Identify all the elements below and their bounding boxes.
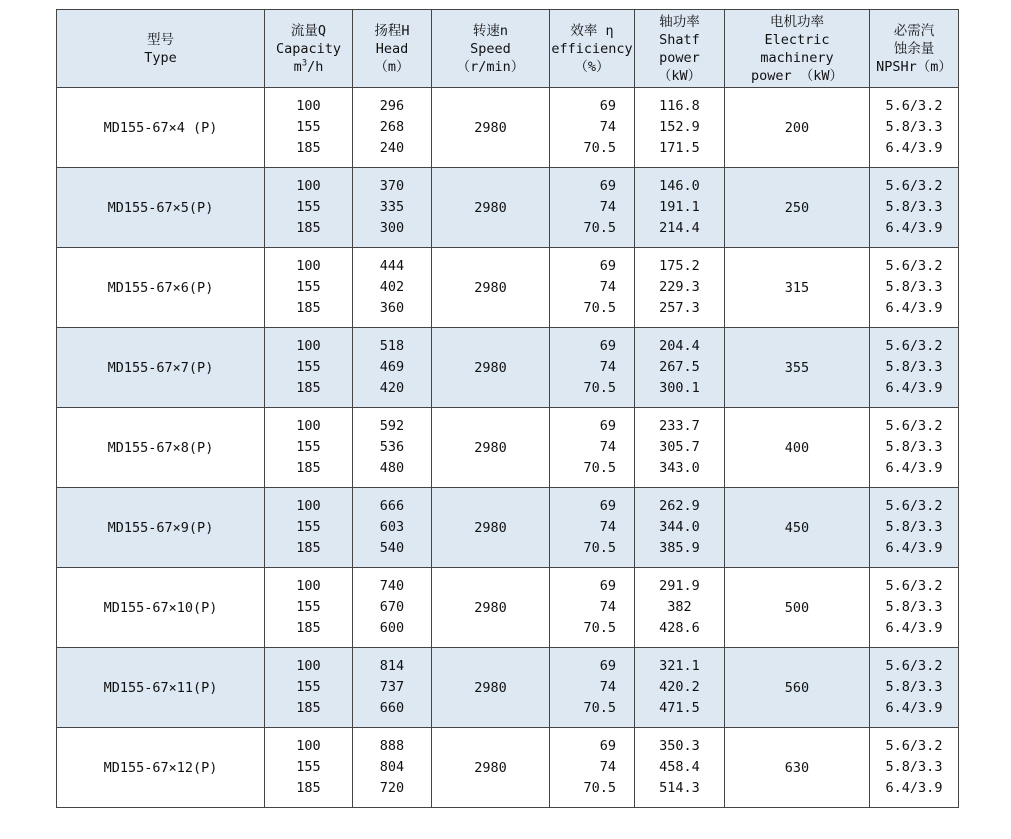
model-cell: MD155-67×4 (P) — [57, 88, 265, 168]
shaft-power-cell-value: 204.4 — [659, 338, 700, 354]
npsh-cell-value: 6.4/3.9 — [885, 380, 943, 396]
head-cell-value: 540 — [379, 540, 405, 556]
head-cell — [353, 488, 432, 568]
npsh-cell-value: 5.8/3.3 — [885, 679, 943, 695]
efficiency-cell-value: 69 — [599, 258, 616, 274]
pump-spec-table — [56, 9, 959, 808]
efficiency-cell-value: 69 — [599, 738, 616, 754]
capacity-cell — [265, 568, 353, 648]
motor-power-cell: 250 — [725, 168, 870, 248]
capacity-cell — [265, 328, 353, 408]
capacity-cell-value: 100 — [296, 418, 321, 434]
head-cell-value: 335 — [379, 199, 405, 215]
capacity-cell-value: 185 — [296, 300, 321, 316]
header-efficiency-zh: 效率 η — [570, 22, 614, 39]
header-capacity-unit: $m^3/h$ — [293, 58, 324, 75]
efficiency-cell-value: 74 — [599, 199, 616, 215]
capacity-cell-value: 155 — [296, 279, 321, 295]
capacity-cell-value: 155 — [296, 119, 321, 135]
motor-power-cell: 355 — [725, 328, 870, 408]
speed-cell: 2980 — [432, 408, 550, 488]
model-cell: MD155-67×8(P) — [57, 408, 265, 488]
model-cell: MD155-67×9(P) — [57, 488, 265, 568]
shaft-power-cell-value: 116.8 — [659, 98, 700, 114]
efficiency-cell-value: 74 — [599, 119, 616, 135]
capacity-cell-value: 100 — [296, 738, 321, 754]
npsh-cell-value: 5.6/3.2 — [885, 578, 943, 594]
header-shaft-power-unit: （kW） — [657, 67, 702, 84]
capacity-cell-value: 100 — [296, 258, 321, 274]
table-row — [57, 488, 959, 568]
npsh-cell-value: 6.4/3.9 — [885, 620, 943, 636]
shaft-power-cell — [635, 488, 725, 568]
motor-power-cell: 450 — [725, 488, 870, 568]
head-cell-value: 444 — [379, 258, 405, 274]
table-row — [57, 248, 959, 328]
motor-power-cell: 200 — [725, 88, 870, 168]
efficiency-cell-value: 74 — [599, 519, 616, 535]
header-capacity — [265, 10, 353, 88]
head-cell-value: 469 — [379, 359, 405, 375]
table-row — [57, 408, 959, 488]
motor-power-cell: 315 — [725, 248, 870, 328]
head-cell-value: 268 — [379, 119, 405, 135]
capacity-cell-value: 100 — [296, 178, 321, 194]
speed-cell: 2980 — [432, 488, 550, 568]
capacity-cell-value: 185 — [296, 460, 321, 476]
head-cell-value: 370 — [379, 178, 405, 194]
head-cell-value: 402 — [379, 279, 405, 295]
shaft-power-cell-value: 191.1 — [659, 199, 700, 215]
header-efficiency-unit: （%） — [574, 58, 610, 75]
shaft-power-cell-value: 152.9 — [659, 119, 700, 135]
efficiency-cell-value: 69 — [599, 578, 616, 594]
npsh-cell-value: 5.8/3.3 — [885, 279, 943, 295]
npsh-cell — [870, 408, 959, 488]
header-shaft-power-zh: 轴功率 — [659, 13, 700, 30]
shaft-power-cell-value: 291.9 — [659, 578, 700, 594]
efficiency-cell — [550, 568, 635, 648]
efficiency-cell-value: 70.5 — [583, 700, 616, 716]
model-cell: MD155-67×11(P) — [57, 648, 265, 728]
efficiency-cell-value: 69 — [599, 418, 616, 434]
capacity-cell-value: 100 — [296, 658, 321, 674]
model-cell: MD155-67×7(P) — [57, 328, 265, 408]
npsh-cell — [870, 248, 959, 328]
model-cell: MD155-67×10(P) — [57, 568, 265, 648]
shaft-power-cell-value: 514.3 — [659, 780, 700, 796]
shaft-power-cell-value: 343.0 — [659, 460, 700, 476]
model-cell: MD155-67×12(P) — [57, 728, 265, 808]
capacity-cell-value: 185 — [296, 700, 321, 716]
header-npsh — [870, 10, 959, 88]
efficiency-cell-value: 74 — [599, 359, 616, 375]
head-cell — [353, 648, 432, 728]
head-cell — [353, 248, 432, 328]
shaft-power-cell-value: 305.7 — [659, 439, 700, 455]
header-motor-power-en: Electric machinery — [760, 31, 834, 66]
efficiency-cell-value: 70.5 — [583, 300, 616, 316]
shaft-power-cell-value: 385.9 — [659, 540, 700, 556]
npsh-cell-value: 6.4/3.9 — [885, 780, 943, 796]
efficiency-cell-value: 74 — [599, 439, 616, 455]
efficiency-cell-value: 70.5 — [583, 140, 616, 156]
header-npsh-en: NPSHr（m） — [876, 58, 952, 75]
efficiency-cell-value: 74 — [599, 759, 616, 775]
header-head-en: Head — [375, 40, 409, 57]
header-head-unit: （m） — [374, 58, 410, 75]
head-cell — [353, 88, 432, 168]
header-type-zh: 型号 — [147, 31, 174, 48]
npsh-cell-value: 6.4/3.9 — [885, 540, 943, 556]
head-cell — [353, 728, 432, 808]
npsh-cell-value: 5.6/3.2 — [885, 258, 943, 274]
npsh-cell-value: 5.8/3.3 — [885, 119, 943, 135]
motor-power-cell: 500 — [725, 568, 870, 648]
shaft-power-cell-value: 267.5 — [659, 359, 700, 375]
capacity-cell-value: 185 — [296, 140, 321, 156]
npsh-cell — [870, 88, 959, 168]
shaft-power-cell-value: 382 — [667, 599, 692, 615]
npsh-cell-value: 6.4/3.9 — [885, 460, 943, 476]
shaft-power-cell-value: 321.1 — [659, 658, 700, 674]
npsh-cell-value: 6.4/3.9 — [885, 700, 943, 716]
shaft-power-cell — [635, 648, 725, 728]
capacity-cell-value: 185 — [296, 380, 321, 396]
shaft-power-cell-value: 458.4 — [659, 759, 700, 775]
table-row — [57, 728, 959, 808]
head-cell — [353, 328, 432, 408]
npsh-cell-value: 5.8/3.3 — [885, 199, 943, 215]
head-cell-value: 888 — [379, 738, 405, 754]
header-efficiency-en: efficiency — [551, 40, 633, 57]
header-head-zh: 扬程H — [374, 22, 410, 39]
header-capacity-en: Capacity — [275, 40, 342, 57]
speed-cell: 2980 — [432, 168, 550, 248]
npsh-cell — [870, 568, 959, 648]
speed-cell: 2980 — [432, 648, 550, 728]
header-motor-power-unit: power （kW） — [750, 67, 844, 84]
shaft-power-cell-value: 233.7 — [659, 418, 700, 434]
npsh-cell — [870, 648, 959, 728]
capacity-cell-value: 155 — [296, 439, 321, 455]
capacity-cell-value: 155 — [296, 519, 321, 535]
header-shaft-power — [635, 10, 725, 88]
efficiency-cell — [550, 88, 635, 168]
head-cell-value: 360 — [379, 300, 405, 316]
capacity-cell — [265, 728, 353, 808]
head-cell-value: 740 — [379, 578, 405, 594]
npsh-cell-value: 5.8/3.3 — [885, 439, 943, 455]
header-speed-en: Speed — [470, 40, 511, 57]
shaft-power-cell-value: 300.1 — [659, 380, 700, 396]
head-cell-value: 666 — [379, 498, 405, 514]
capacity-cell-value: 155 — [296, 359, 321, 375]
efficiency-cell-value: 69 — [599, 658, 616, 674]
table-row — [57, 88, 959, 168]
header-npsh-zh2: 蚀余量 — [893, 40, 935, 57]
head-cell-value: 720 — [379, 780, 405, 796]
head-cell-value: 296 — [379, 98, 405, 114]
efficiency-cell — [550, 168, 635, 248]
header-type-en: Type — [144, 49, 177, 66]
header-motor-power — [725, 10, 870, 88]
head-cell — [353, 568, 432, 648]
npsh-cell-value: 5.6/3.2 — [885, 738, 943, 754]
shaft-power-cell-value: 420.2 — [659, 679, 700, 695]
head-cell — [353, 168, 432, 248]
head-cell-value: 804 — [379, 759, 405, 775]
npsh-cell-value: 5.8/3.3 — [885, 359, 943, 375]
head-cell-value: 814 — [379, 658, 405, 674]
header-speed — [432, 10, 550, 88]
table-row — [57, 568, 959, 648]
shaft-power-cell — [635, 568, 725, 648]
speed-cell: 2980 — [432, 248, 550, 328]
npsh-cell-value: 6.4/3.9 — [885, 140, 943, 156]
head-cell-value: 420 — [379, 380, 405, 396]
efficiency-cell-value: 70.5 — [583, 220, 616, 236]
capacity-cell-value: 155 — [296, 599, 321, 615]
capacity-cell — [265, 168, 353, 248]
header-capacity-zh: 流量Q — [290, 22, 327, 39]
model-cell: MD155-67×5(P) — [57, 168, 265, 248]
capacity-cell-value: 185 — [296, 540, 321, 556]
capacity-cell-value: 100 — [296, 578, 321, 594]
npsh-cell — [870, 728, 959, 808]
capacity-cell — [265, 488, 353, 568]
head-cell-value: 536 — [379, 439, 405, 455]
head-cell-value: 240 — [379, 140, 405, 156]
head-cell-value: 603 — [379, 519, 405, 535]
shaft-power-cell-value: 262.9 — [659, 498, 700, 514]
efficiency-cell — [550, 488, 635, 568]
shaft-power-cell — [635, 88, 725, 168]
header-npsh-zh1: 必需汽 — [893, 22, 935, 39]
efficiency-cell-value: 70.5 — [583, 460, 616, 476]
npsh-cell — [870, 328, 959, 408]
efficiency-cell-value: 70.5 — [583, 380, 616, 396]
efficiency-cell-value: 74 — [599, 679, 616, 695]
header-motor-power-zh: 电机功率 — [770, 13, 824, 30]
efficiency-cell-value: 69 — [599, 338, 616, 354]
efficiency-cell — [550, 248, 635, 328]
capacity-cell — [265, 248, 353, 328]
speed-cell: 2980 — [432, 328, 550, 408]
shaft-power-cell-value: 171.5 — [659, 140, 700, 156]
header-head — [353, 10, 432, 88]
header-speed-unit: （r/min） — [456, 58, 525, 75]
npsh-cell-value: 5.6/3.2 — [885, 658, 943, 674]
head-cell-value: 737 — [379, 679, 405, 695]
npsh-cell-value: 5.6/3.2 — [885, 498, 943, 514]
npsh-cell-value: 6.4/3.9 — [885, 220, 943, 236]
efficiency-cell-value: 69 — [599, 178, 616, 194]
head-cell-value: 670 — [379, 599, 405, 615]
shaft-power-cell-value: 471.5 — [659, 700, 700, 716]
shaft-power-cell — [635, 168, 725, 248]
speed-cell: 2980 — [432, 88, 550, 168]
efficiency-cell-value: 70.5 — [583, 780, 616, 796]
capacity-cell-value: 155 — [296, 759, 321, 775]
table-row — [57, 648, 959, 728]
npsh-cell-value: 5.8/3.3 — [885, 519, 943, 535]
efficiency-cell — [550, 648, 635, 728]
efficiency-cell — [550, 408, 635, 488]
capacity-cell-value: 185 — [296, 780, 321, 796]
efficiency-cell-value: 74 — [599, 279, 616, 295]
capacity-cell-value: 155 — [296, 679, 321, 695]
head-cell-value: 592 — [379, 418, 405, 434]
efficiency-cell — [550, 328, 635, 408]
motor-power-cell: 400 — [725, 408, 870, 488]
shaft-power-cell — [635, 408, 725, 488]
shaft-power-cell — [635, 328, 725, 408]
efficiency-cell-value: 69 — [599, 98, 616, 114]
npsh-cell-value: 5.6/3.2 — [885, 98, 943, 114]
shaft-power-cell-value: 257.3 — [659, 300, 700, 316]
capacity-cell-value: 185 — [296, 220, 321, 236]
header-speed-zh: 转速n — [472, 22, 509, 39]
shaft-power-cell-value: 175.2 — [659, 258, 700, 274]
capacity-cell-value: 155 — [296, 199, 321, 215]
table-body — [57, 88, 959, 808]
capacity-cell-value: 100 — [296, 498, 321, 514]
capacity-cell-value: 100 — [296, 98, 321, 114]
head-cell-value: 660 — [379, 700, 405, 716]
efficiency-cell — [550, 728, 635, 808]
motor-power-cell: 560 — [725, 648, 870, 728]
shaft-power-cell-value: 146.0 — [659, 178, 700, 194]
header-shaft-power-en: Shatf power — [659, 31, 700, 66]
efficiency-cell-value: 69 — [599, 498, 616, 514]
npsh-cell-value: 6.4/3.9 — [885, 300, 943, 316]
efficiency-cell-value: 70.5 — [583, 620, 616, 636]
shaft-power-cell-value: 229.3 — [659, 279, 700, 295]
efficiency-cell-value: 74 — [599, 599, 616, 615]
speed-cell: 2980 — [432, 728, 550, 808]
table-row — [57, 168, 959, 248]
head-cell-value: 300 — [379, 220, 405, 236]
npsh-cell-value: 5.6/3.2 — [885, 178, 943, 194]
shaft-power-cell — [635, 728, 725, 808]
capacity-cell — [265, 88, 353, 168]
shaft-power-cell-value: 344.0 — [659, 519, 700, 535]
npsh-cell — [870, 488, 959, 568]
npsh-cell-value: 5.6/3.2 — [885, 418, 943, 434]
shaft-power-cell — [635, 248, 725, 328]
header-efficiency — [550, 10, 635, 88]
header-type — [57, 10, 265, 88]
model-cell: MD155-67×6(P) — [57, 248, 265, 328]
shaft-power-cell-value: 350.3 — [659, 738, 700, 754]
header-row — [57, 10, 959, 88]
capacity-cell-value: 185 — [296, 620, 321, 636]
shaft-power-cell-value: 428.6 — [659, 620, 700, 636]
head-cell-value: 480 — [379, 460, 405, 476]
head-cell-value: 600 — [379, 620, 405, 636]
npsh-cell-value: 5.6/3.2 — [885, 338, 943, 354]
head-cell — [353, 408, 432, 488]
capacity-cell-value: 100 — [296, 338, 321, 354]
motor-power-cell: 630 — [725, 728, 870, 808]
shaft-power-cell-value: 214.4 — [659, 220, 700, 236]
npsh-cell-value: 5.8/3.3 — [885, 759, 943, 775]
capacity-cell — [265, 648, 353, 728]
table-row — [57, 328, 959, 408]
speed-cell: 2980 — [432, 568, 550, 648]
npsh-cell — [870, 168, 959, 248]
capacity-cell — [265, 408, 353, 488]
efficiency-cell-value: 70.5 — [583, 540, 616, 556]
head-cell-value: 518 — [379, 338, 405, 354]
npsh-cell-value: 5.8/3.3 — [885, 599, 943, 615]
